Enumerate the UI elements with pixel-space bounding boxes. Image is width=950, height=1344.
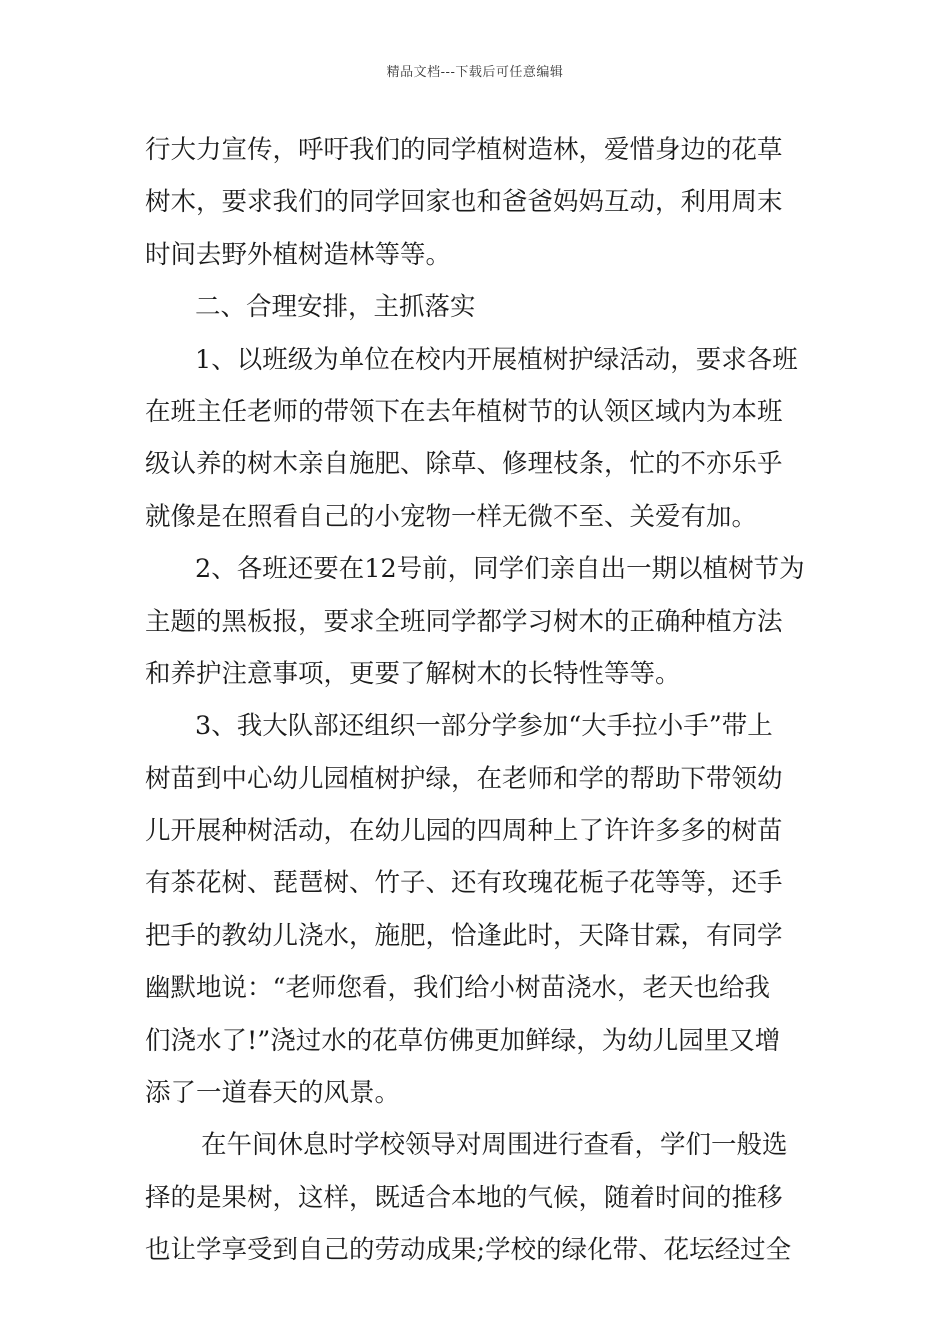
text-line: 3、我大队部还组织一部分学参加“大手拉小手”带上: [195, 711, 773, 742]
text-line: 行大力宣传，呼吁我们的同学植树造林，爱惜身边的花草: [145, 135, 783, 165]
text-line: 择的是果树，这样，既适合本地的气候，随着时间的推移: [145, 1182, 783, 1213]
text-line: 树木，要求我们的同学回家也和爸爸妈妈互动，利用周末: [145, 187, 783, 218]
section-heading: 二、合理安排，主抓落实: [195, 292, 476, 323]
text-line: 时间去野外植树造林等等。: [145, 239, 452, 270]
text-line: 们浇水了!”浇过水的花草仿佛更加鲜绿，为幼儿园里又增: [145, 1025, 781, 1056]
text-line: 级认养的树木亲自施肥、除草、修理枝条，忙的不亦乐乎: [145, 449, 783, 480]
page-header: 精品文档---下载后可任意编辑: [386, 65, 564, 80]
text-line: 添了一道春天的风景。: [145, 1078, 401, 1109]
text-line: 在午间休息时学校领导对周围进行查看，学们一般选: [201, 1130, 788, 1161]
text-line: 和养护注意事项，更要了解树木的长特性等等。: [145, 658, 681, 689]
text-line: 在班主任老师的带领下在去年植树节的认领区域内为本班: [145, 396, 783, 427]
text-line: 也让学享受到自己的劳动成果;学校的绿化带、花坛经过全: [145, 1235, 792, 1266]
text-line: 就像是在照看自己的小宠物一样无微不至、关爱有加。: [145, 501, 758, 532]
text-line: 1、以班级为单位在校内开展植树护绿活动，要求各班: [195, 344, 798, 375]
text-line: 把手的教幼儿浇水，施肥，恰逢此时，天降甘霖，有同学: [145, 920, 783, 951]
text-line: 2、各班还要在12号前，同学们亲自出一期以植树节为: [195, 554, 805, 585]
text-line: 树苗到中心幼儿园植树护绿，在老师和学的帮助下带领幼: [145, 763, 783, 794]
text-line: 儿开展种树活动，在幼儿园的四周种上了许许多多的树苗: [145, 816, 783, 847]
body-text: [145, 124, 815, 1277]
text-line: 幽默地说：“老师您看，我们给小树苗浇水，老天也给我: [145, 973, 771, 1004]
text-line: 主题的黑板报，要求全班同学都学习树木的正确种植方法: [145, 606, 783, 637]
text-line: 有茶花树、琵琶树、竹子、还有玫瑰花栀子花等等，还手: [145, 868, 783, 899]
